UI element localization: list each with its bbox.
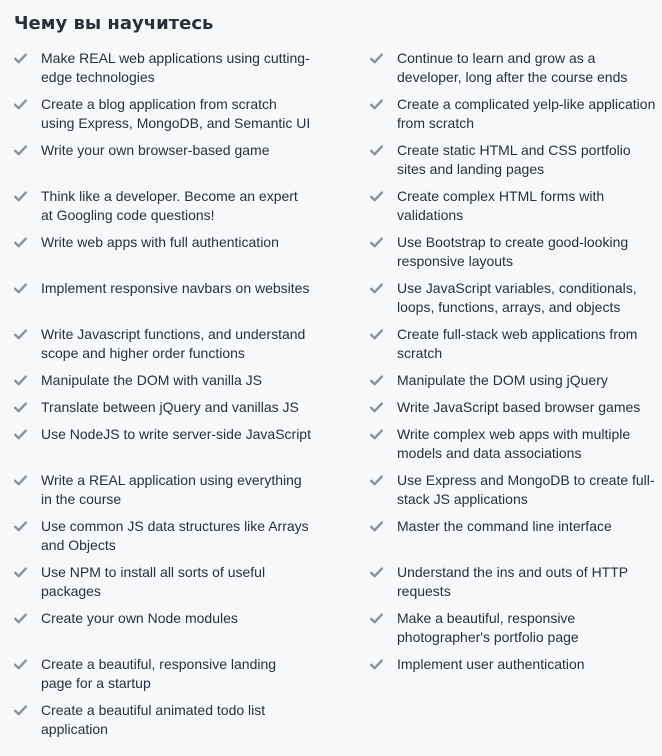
check-icon [14,233,41,252]
check-icon [370,49,397,68]
check-icon [370,425,397,444]
list-item-text: Write web apps with full authentication [41,234,279,250]
list-item [370,609,662,647]
check-icon [14,425,41,444]
list-item-text: Continue to learn and grow as a developer, long after the course ends [397,50,628,85]
list-item-text: Use NPM to install all sorts of useful packages [41,564,266,599]
check-icon [370,371,397,390]
list-item-text: Create a complicated yelp-like application from scratch [397,96,656,131]
list-item [14,609,370,628]
section-title: Чему вы научитесь [14,13,214,34]
list-item [370,398,662,417]
list-item [370,655,662,674]
list-item-text: Create static HTML and CSS portfolio sites and landing pages [397,142,631,177]
check-icon [370,563,397,582]
list-item-text: Manipulate the DOM with vanilla JS [41,372,262,388]
list-item-text: Understand the ins and outs of HTTP requests [397,564,628,599]
check-icon [370,517,397,536]
list-item-text: Use Bootstrap to create good-looking responsive layouts [397,234,629,269]
list-item [14,95,370,133]
check-icon [370,141,397,160]
list-item [14,279,370,298]
learning-objectives-list [14,49,662,747]
list-item-text: Write a REAL application using everything in the course [41,472,302,507]
check-icon [14,95,41,114]
list-item [14,425,370,444]
list-item [14,563,370,601]
list-item [14,187,370,225]
list-item [14,371,370,390]
list-item-text: Write your own browser-based game [41,142,270,158]
check-icon [14,563,41,582]
check-icon [370,233,397,252]
list-item [370,425,662,463]
list-item [14,701,370,739]
list-item [370,49,662,87]
list-item [14,398,370,417]
list-item-text: Create a beautiful, responsive landing page for a startup [41,656,277,691]
check-icon [14,371,41,390]
list-item [14,517,370,555]
list-item-text: Write Javascript functions, and understand scope and higher order functions [41,326,306,361]
list-item-text: Create your own Node modules [41,610,238,626]
check-icon [14,325,41,344]
check-icon [370,95,397,114]
list-item-text: Use JavaScript variables, conditionals, loops, functions, arrays, and objects [397,280,637,315]
list-item [14,655,370,693]
list-item [370,187,662,225]
list-item [14,471,370,509]
list-item [14,141,370,160]
check-icon [370,187,397,206]
check-icon [370,655,397,674]
check-icon [14,471,41,490]
list-item-text: Master the command line interface [397,518,612,534]
list-item [370,141,662,179]
check-icon [14,141,41,160]
check-icon [370,471,397,490]
list-item-text: Manipulate the DOM using jQuery [397,372,608,388]
list-item-text: Write JavaScript based browser games [397,399,641,415]
check-icon [370,398,397,417]
list-item [14,325,370,363]
list-item-text: Create a beautiful animated todo list application [41,702,266,737]
check-icon [14,517,41,536]
list-item [370,325,662,363]
list-item-text: Write complex web apps with multiple models and data associations [397,426,631,461]
list-item [370,95,662,133]
list-item-text: Implement user authentication [397,656,585,672]
list-item [370,233,662,271]
check-icon [14,701,41,720]
check-icon [14,49,41,68]
list-item [370,517,662,536]
list-item-text: Translate between jQuery and vanillas JS [41,399,299,415]
list-item [370,471,662,509]
list-item-text: Make a beautiful, responsive photographer's portfolio page [397,610,579,645]
list-item-text: Implement responsive navbars on websites [41,280,310,296]
list-item [370,279,662,317]
list-item-text: Create complex HTML forms with validations [397,188,605,223]
list-item [14,49,370,87]
check-icon [14,279,41,298]
list-item-text: Make REAL web applications using cutting-edge technologies [41,50,310,85]
check-icon [14,187,41,206]
list-item-text: Use common JS data structures like Arrays and Objects [41,518,309,553]
check-icon [14,398,41,417]
list-item [370,563,662,601]
list-item-text: Use Express and MongoDB to create full-stack JS applications [397,472,655,507]
check-icon [370,325,397,344]
list-item-text: Use NodeJS to write server-side JavaScript [41,426,311,442]
list-item-text: Create full-stack web applications from scratch [397,326,638,361]
list-item [370,371,662,390]
check-icon [370,279,397,298]
list-item [14,233,370,252]
check-icon [370,609,397,628]
list-item-text: Think like a developer. Become an expert at Googling code questions! [41,188,298,223]
check-icon [14,609,41,628]
check-icon [14,655,41,674]
list-item-text: Create a blog application from scratch using Express, MongoDB, and Semantic UI [41,96,311,131]
